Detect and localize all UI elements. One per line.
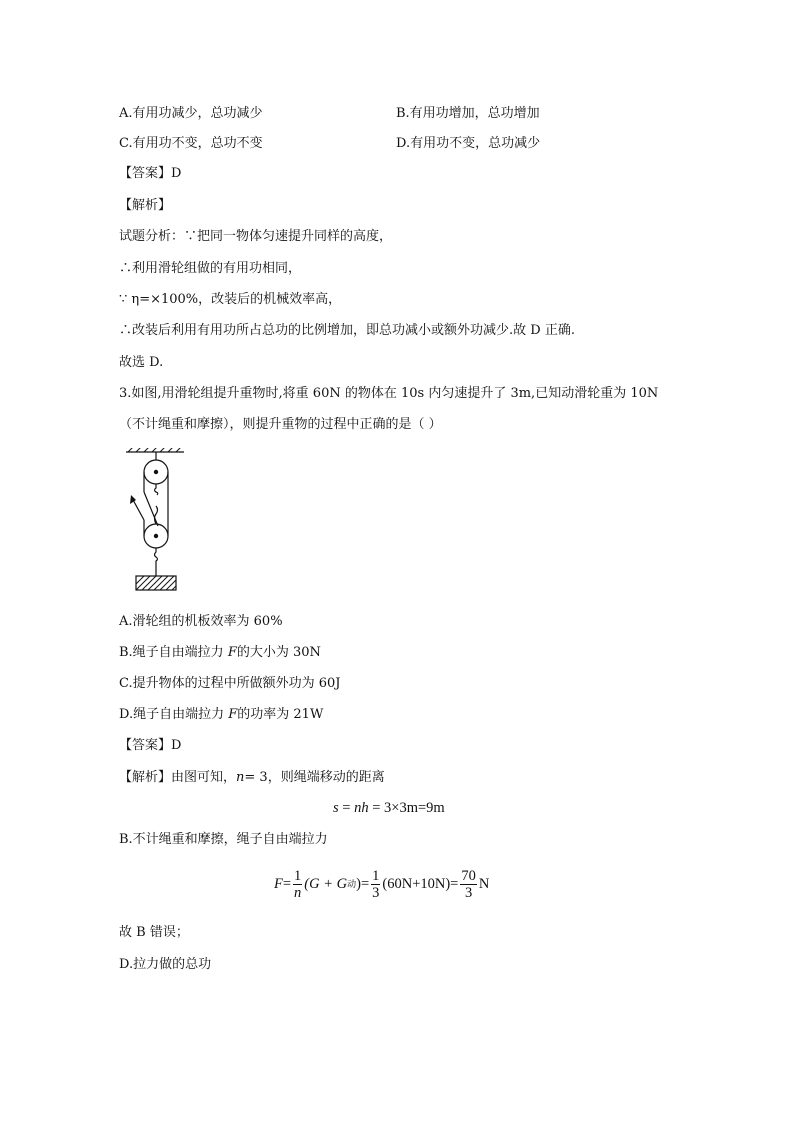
q3-option-b: B.绳子自由端拉力 F的大小为 30N (119, 645, 321, 660)
analysis-label: 【解析】 (119, 198, 172, 213)
q3-answer-label: 【答案】D (119, 738, 182, 753)
q3-line-d: D.拉力做的总功 (119, 957, 212, 972)
q3-option-a: A.滑轮组的机板效率为 60% (119, 614, 283, 629)
option-b: B.有用功增加，总功增加 (396, 106, 540, 121)
q3-option-c: C.提升物体的过程中所做额外功为 60J (119, 676, 341, 691)
formula-pull-force: F = $\frac{1}{n}$ (G + G 动 ) = $\frac{1}{3}$ (60N+10N)= $\frac{70}{3}$ N (274, 867, 490, 901)
option-a: A.有用功减少，总功减少 (119, 106, 263, 121)
answer-label: 【答案】D (119, 166, 182, 181)
q3-conclusion: 故 B 错误； (119, 925, 189, 940)
question-3-stem-line-1: 3.如图,用滑轮组提升重物时,将重 60N 的物体在 10s 内匀速提升了 3m,已知动滑轮重为 10N (119, 386, 659, 401)
question-3-stem-line-2: （不计绳重和摩擦），则提升重物的过程中正确的是（ ） (119, 417, 442, 432)
analysis-line-4: ∴改装后利用有用功所占总功的比例增加，即总功减小或额外功减少.故 D 正确. (119, 323, 575, 338)
analysis-line-5: 故选 D. (119, 355, 164, 370)
q3-analysis-line-1: 【解析】由图可知，n= 3，则绳端移动的距离 (119, 770, 385, 785)
option-d: D.有用功不变，总功减少 (396, 136, 541, 151)
pulley-diagram (118, 448, 188, 598)
analysis-line-1: 试题分析：∵把同一物体匀速提升同样的高度， (119, 229, 393, 244)
analysis-line-3: ∵ η=×100%，改装后的机械效率高， (119, 292, 342, 307)
analysis-line-2: ∴利用滑轮组做的有用功相同， (119, 261, 302, 276)
option-c: C.有用功不变，总功不变 (119, 136, 263, 151)
q3-line-b: B.不计绳重和摩擦，绳子自由端拉力 (119, 832, 328, 847)
formula-distance: s = nh = 3×3m=9m (333, 800, 445, 816)
q3-option-d: D.绳子自由端拉力 F的功率为 21W (119, 707, 324, 722)
